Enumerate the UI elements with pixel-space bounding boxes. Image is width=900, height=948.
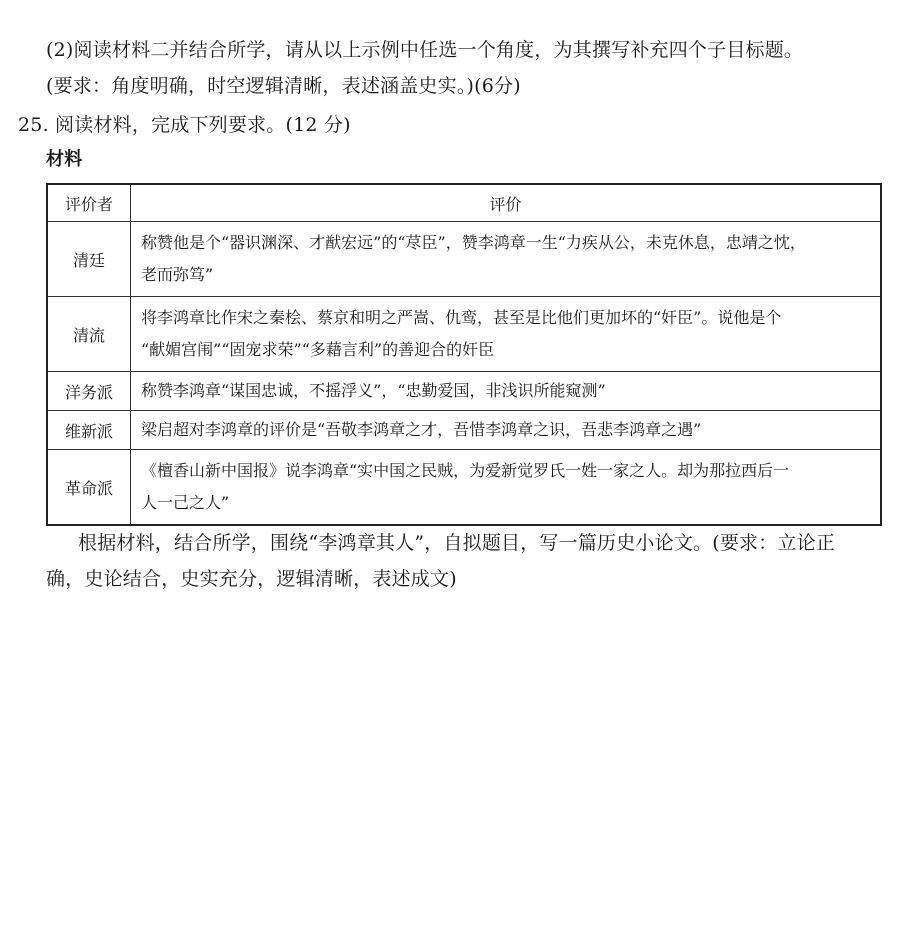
evaluation-cell [131,372,882,411]
task-line-2: 确，史论结合，史实充分，逻辑清晰，表述成文) [46,568,457,590]
table-row [47,222,881,297]
evaluation-cell [131,411,882,450]
evaluation-line: 称赞他是个“器识渊深、才猷宏远”的“荩臣”，赞李鸿章一生“力疾从公，未克休息，忠靖之忱， [141,233,806,252]
evaluation-line: 梁启超对李鸿章的评价是“吾敬李鸿章之才，吾惜李鸿章之识，吾悲李鸿章之遇” [141,420,702,439]
material-label: 材料 [46,149,83,170]
evaluator-cell: 清廷 [47,222,131,297]
evaluation-cell [131,450,882,526]
table-row [47,372,881,411]
table-header-row [47,184,881,222]
evaluation-line: 人一己之人” [141,493,230,512]
table-row [47,411,881,450]
header-evaluation: 评价 [131,184,882,222]
subquestion-2-line-1: (2)阅读材料二并结合所学，请从以上示例中任选一个角度，为其撰写补充四个子目标题。 [46,39,804,61]
table-row [47,297,881,372]
evaluation-line: 将李鸿章比作宋之秦桧、蔡京和明之严嵩、仇鸾，甚至是比他们更加坏的“奸臣”。说他是个 [141,308,782,327]
evaluator-cell: 洋务派 [47,372,131,411]
evaluator-cell: 维新派 [47,411,131,450]
question-25-title: 25. 阅读材料，完成下列要求。(12 分) [18,114,351,136]
subquestion-2-line-2: (要求：角度明确，时空逻辑清晰，表述涵盖史实。)(6分) [46,75,521,97]
evaluation-cell [131,297,882,372]
evaluator-cell: 清流 [47,297,131,372]
evaluation-line: “献媚宫闱”“固宠求荣”“多藉言利”的善迎合的奸臣 [141,340,495,359]
evaluation-line: 称赞李鸿章“谋国忠诚，不摇浮义”，“忠勤爱国，非浅识所能窥测” [141,381,606,400]
evaluation-line: 《檀香山新中国报》说李鸿章“实中国之民贼，为爱新觉罗氏一姓一家之人。却为那拉西后一 [141,461,790,480]
evaluation-table [46,183,882,526]
evaluator-cell: 革命派 [47,450,131,526]
table-row [47,450,881,526]
header-evaluator: 评价者 [47,184,131,222]
task-line-1: 根据材料，结合所学，围绕“李鸿章其人”，自拟题目，写一篇历史小论文。(要求：立论正 [78,532,836,554]
evaluation-line: 老而弥笃” [141,265,214,284]
evaluation-cell [131,222,882,297]
